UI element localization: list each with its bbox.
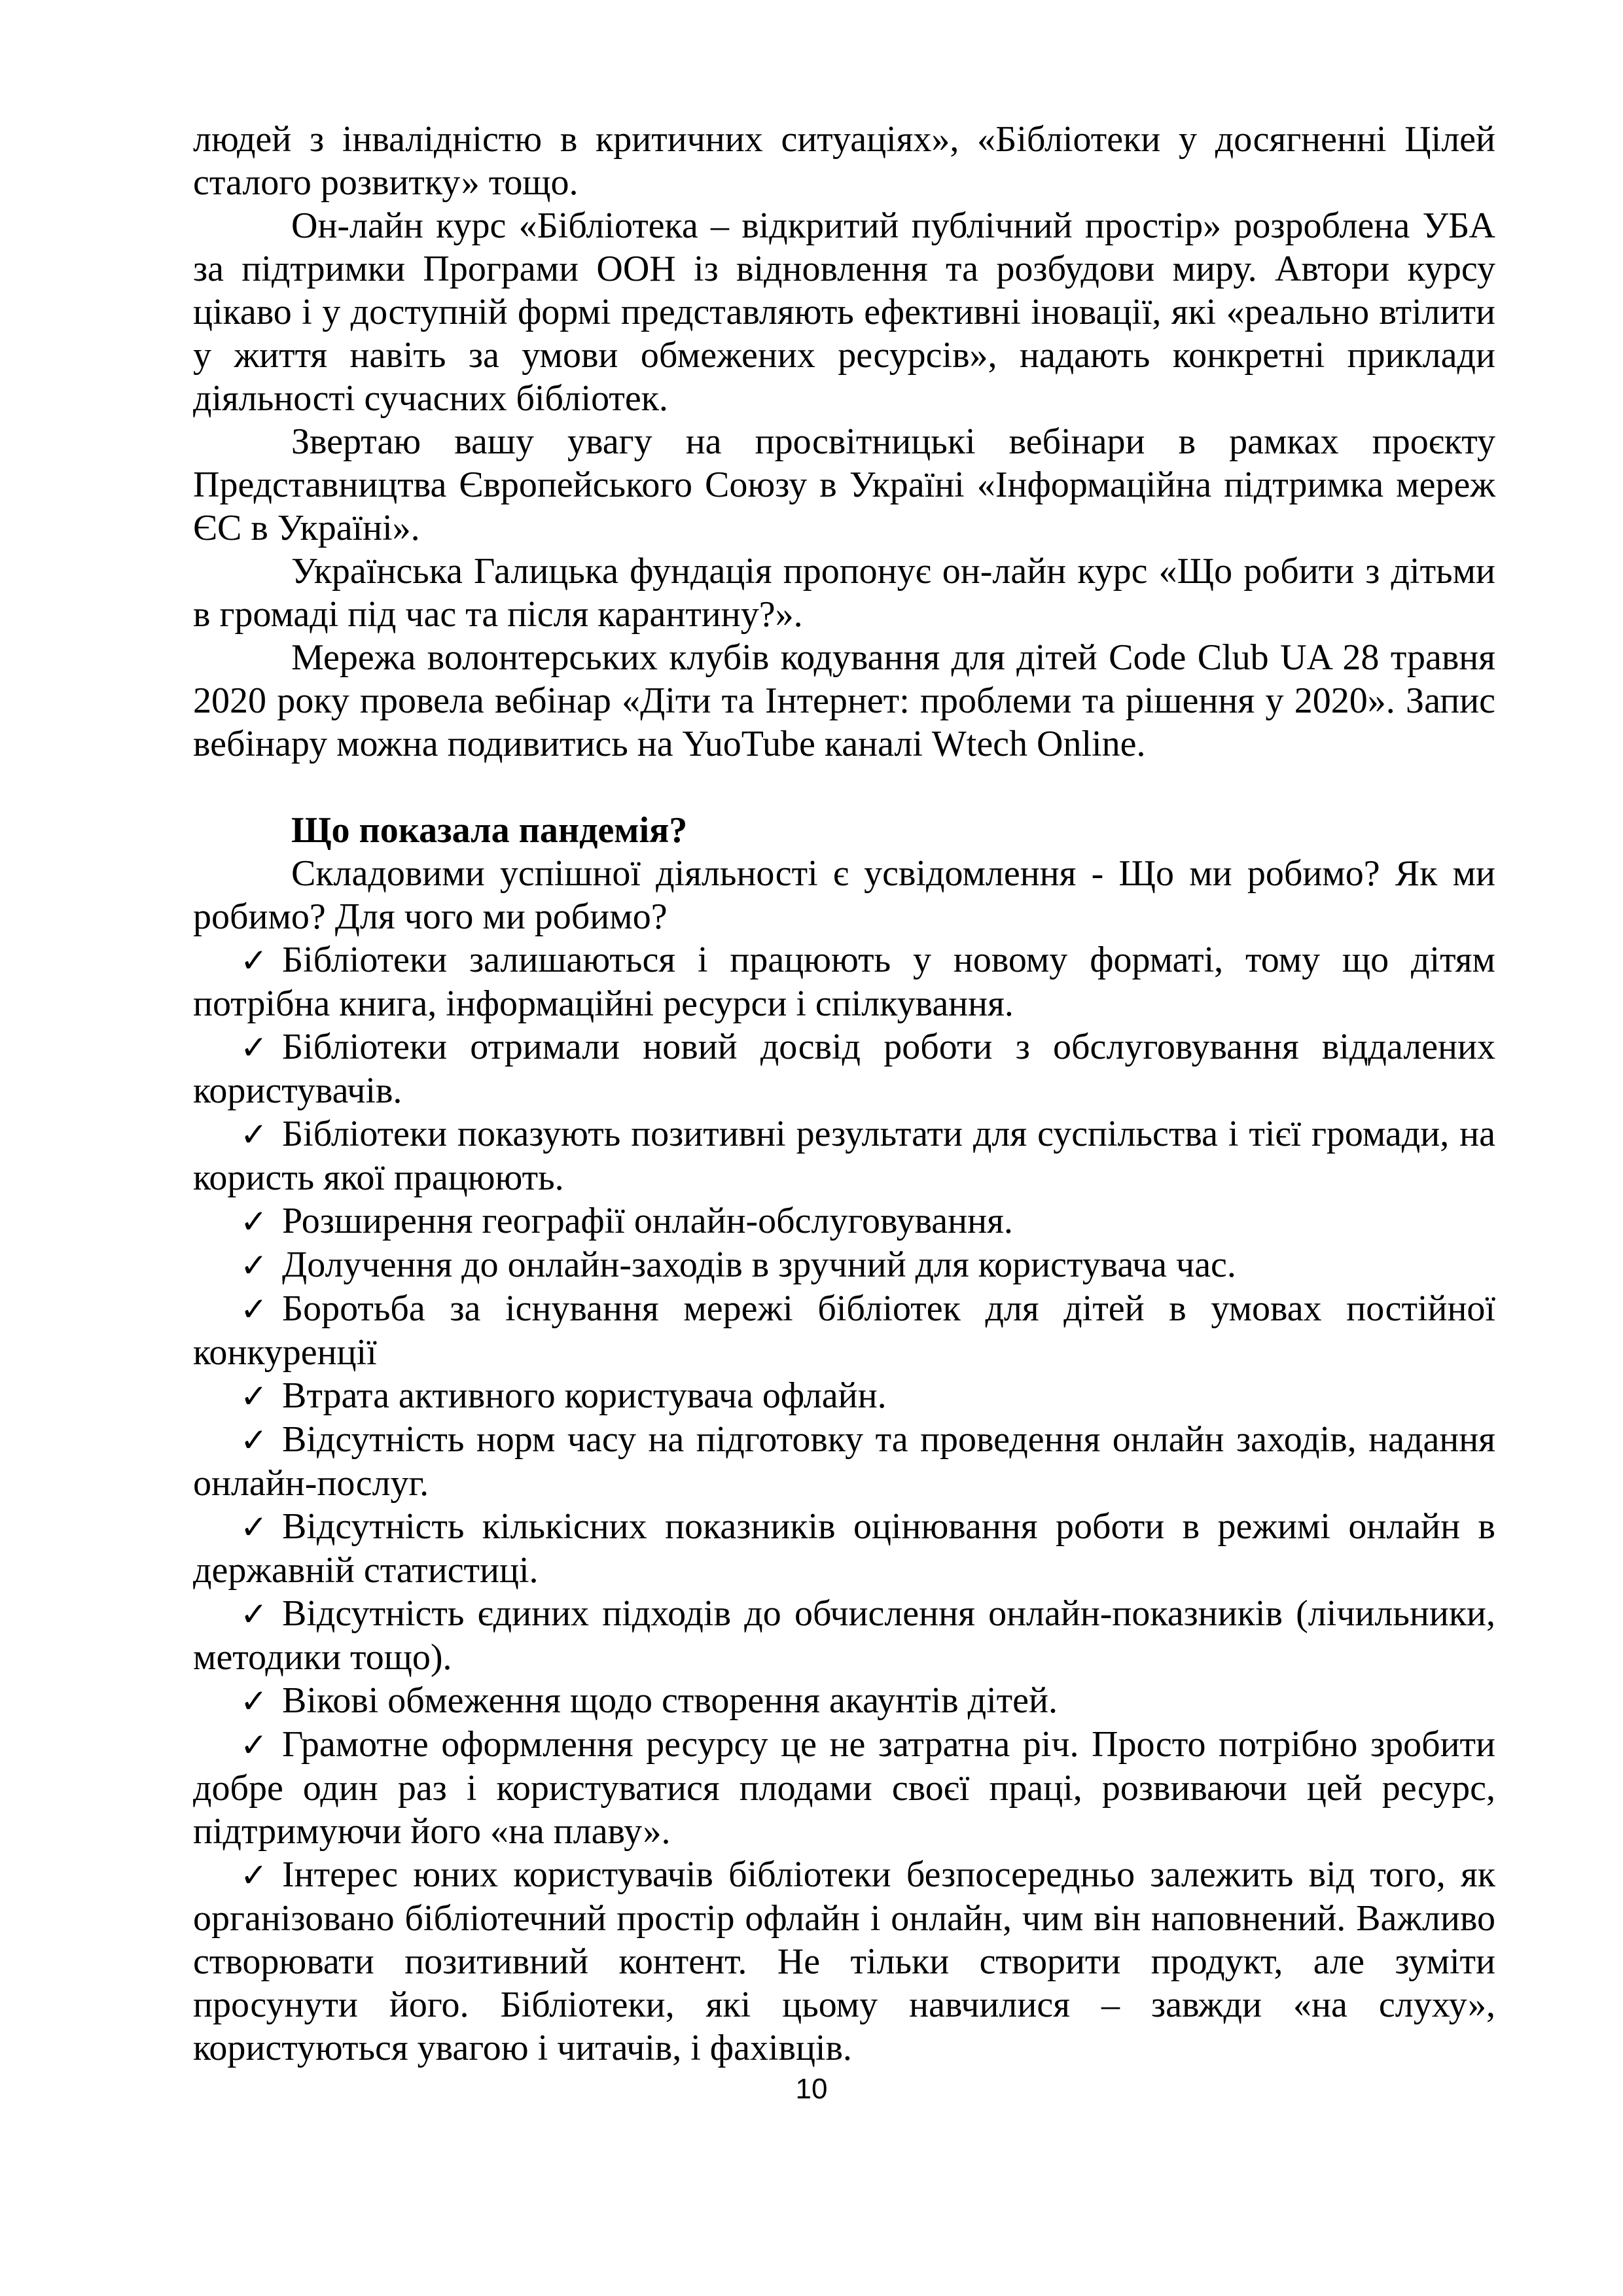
list-item-text: Втрата активного користувача офлайн. <box>282 1375 887 1416</box>
list-item-text: Розширення географії онлайн-обслуговування. <box>282 1201 1013 1241</box>
list-item-text: Бібліотеки показують позитивні результати для суспільства і тієї громади, на користь якої працюють. <box>193 1114 1495 1198</box>
list-item-text: Долучення до онлайн-заходів в зручний для користувача час. <box>282 1245 1236 1285</box>
list-item-text: Відсутність кількісних показників оцінювання роботи в режимі онлайн в державній статистиці. <box>193 1506 1495 1591</box>
list-item <box>193 1112 1495 1199</box>
checkmark-icon: ✓ <box>240 1203 268 1241</box>
list-item-text: Відсутність єдиних підходів до обчислення онлайн-показників (лічильники, методики тощо). <box>193 1593 1495 1678</box>
paragraph-galician-foundation: Українська Галицька фундація пропонує он-лайн курс «Що робити з дітьми в громаді під час та після карантину?». <box>193 551 1495 635</box>
checkmark-icon: ✓ <box>240 1290 268 1328</box>
list-item <box>193 1287 1495 1374</box>
paragraph-continuation: людей з інвалідністю в критичних ситуаціях», «Бібліотеки у досягненні Цілей сталого розвитку» тощо. <box>193 119 1495 203</box>
checkmark-icon: ✓ <box>240 1116 268 1154</box>
checkmark-icon: ✓ <box>240 1508 268 1546</box>
list-item-text: Відсутність норм часу на підготовку та проведення онлайн заходів, надання онлайн-послуг. <box>193 1419 1495 1504</box>
list-item <box>193 1199 1495 1243</box>
list-item <box>193 1592 1495 1679</box>
paragraph-webinars: Звертаю вашу увагу на просвітницькі вебінари в рамках проєкту Представництва Європейського Союзу в Україні «Інформаційна підтримка мереж ЄС в Україні». <box>193 421 1495 548</box>
list-item <box>193 1853 1495 2070</box>
list-item <box>193 1418 1495 1505</box>
checkmark-icon: ✓ <box>240 1682 268 1720</box>
list-item-text: Інтерес юних користувачів бібліотеки безпосередньо залежить від того, як організовано бібліотечний простір офлайн і онлайн, чим він наповнений. Важливо створювати позитивний контент. Не тільки створити продукт, але зуміти просунути його. Бібліотеки, які цьому навчилися – завжди «на слуху», користуються увагою і читачів, і фахівців. <box>193 1854 1495 2068</box>
list-item <box>193 1505 1495 1592</box>
list-item <box>193 1723 1495 1853</box>
list-item-text: Грамотне оформлення ресурсу це не затратна річ. Просто потрібно зробити добре один раз і користуватися плодами своєї праці, розвиваючи цей ресурс, підтримуючи його «на плаву». <box>193 1724 1495 1852</box>
checkmark-icon: ✓ <box>240 1856 268 1894</box>
list-item <box>193 1243 1495 1287</box>
page-number: 10 <box>795 2073 828 2105</box>
document-page <box>193 118 1495 2070</box>
checkmark-icon: ✓ <box>240 942 268 980</box>
section-intro: Складовими успішної діяльності є усвідомлення - Що ми робимо? Як ми робимо? Для чого ми робимо? <box>193 853 1495 937</box>
list-item-text: Бібліотеки залишаються і працюють у новому форматі, тому що дітям потрібна книга, інформаційні ресурси і спілкування. <box>193 940 1495 1024</box>
list-item <box>193 1025 1495 1112</box>
list-item-text: Вікові обмеження щодо створення акаунтів дітей. <box>282 1680 1058 1721</box>
paragraph-code-club: Мережа волонтерських клубів кодування для дітей Code Club UA 28 травня 2020 року провела вебінар «Діти та Інтернет: проблеми та рішення у 2020». Запис вебінару можна подивитись на YuoTube каналі Wtech Online. <box>193 637 1495 764</box>
checkmark-icon: ✓ <box>240 1377 268 1415</box>
checkmark-icon: ✓ <box>240 1246 268 1284</box>
list-item <box>193 1374 1495 1418</box>
checkmark-icon: ✓ <box>240 1421 268 1459</box>
list-item <box>193 938 1495 1025</box>
checkmark-icon: ✓ <box>240 1595 268 1633</box>
checkmark-icon: ✓ <box>240 1726 268 1764</box>
checkmark-icon: ✓ <box>240 1029 268 1067</box>
list-item-text: Боротьба за існування мережі бібліотек для дітей в умовах постійної конкуренції <box>193 1288 1495 1373</box>
checklist <box>193 938 1495 2070</box>
section-heading: Що показала пандемія? <box>291 810 688 851</box>
paragraph-online-course: Он-лайн курс «Бібліотека – відкритий публічний простір» розроблена УБА за підтримки Програми ООН із відновлення та розбудови миру. Автори курсу цікаво і у доступній формі представляють ефективні іновації, які «реально втілити у життя навіть за умови обмежених ресурсів», надають конкретні приклади діяльності сучасних бібліотек. <box>193 205 1495 419</box>
list-item-text: Бібліотеки отримали новий досвід роботи з обслуговування віддалених користувачів. <box>193 1027 1495 1111</box>
list-item <box>193 1679 1495 1723</box>
